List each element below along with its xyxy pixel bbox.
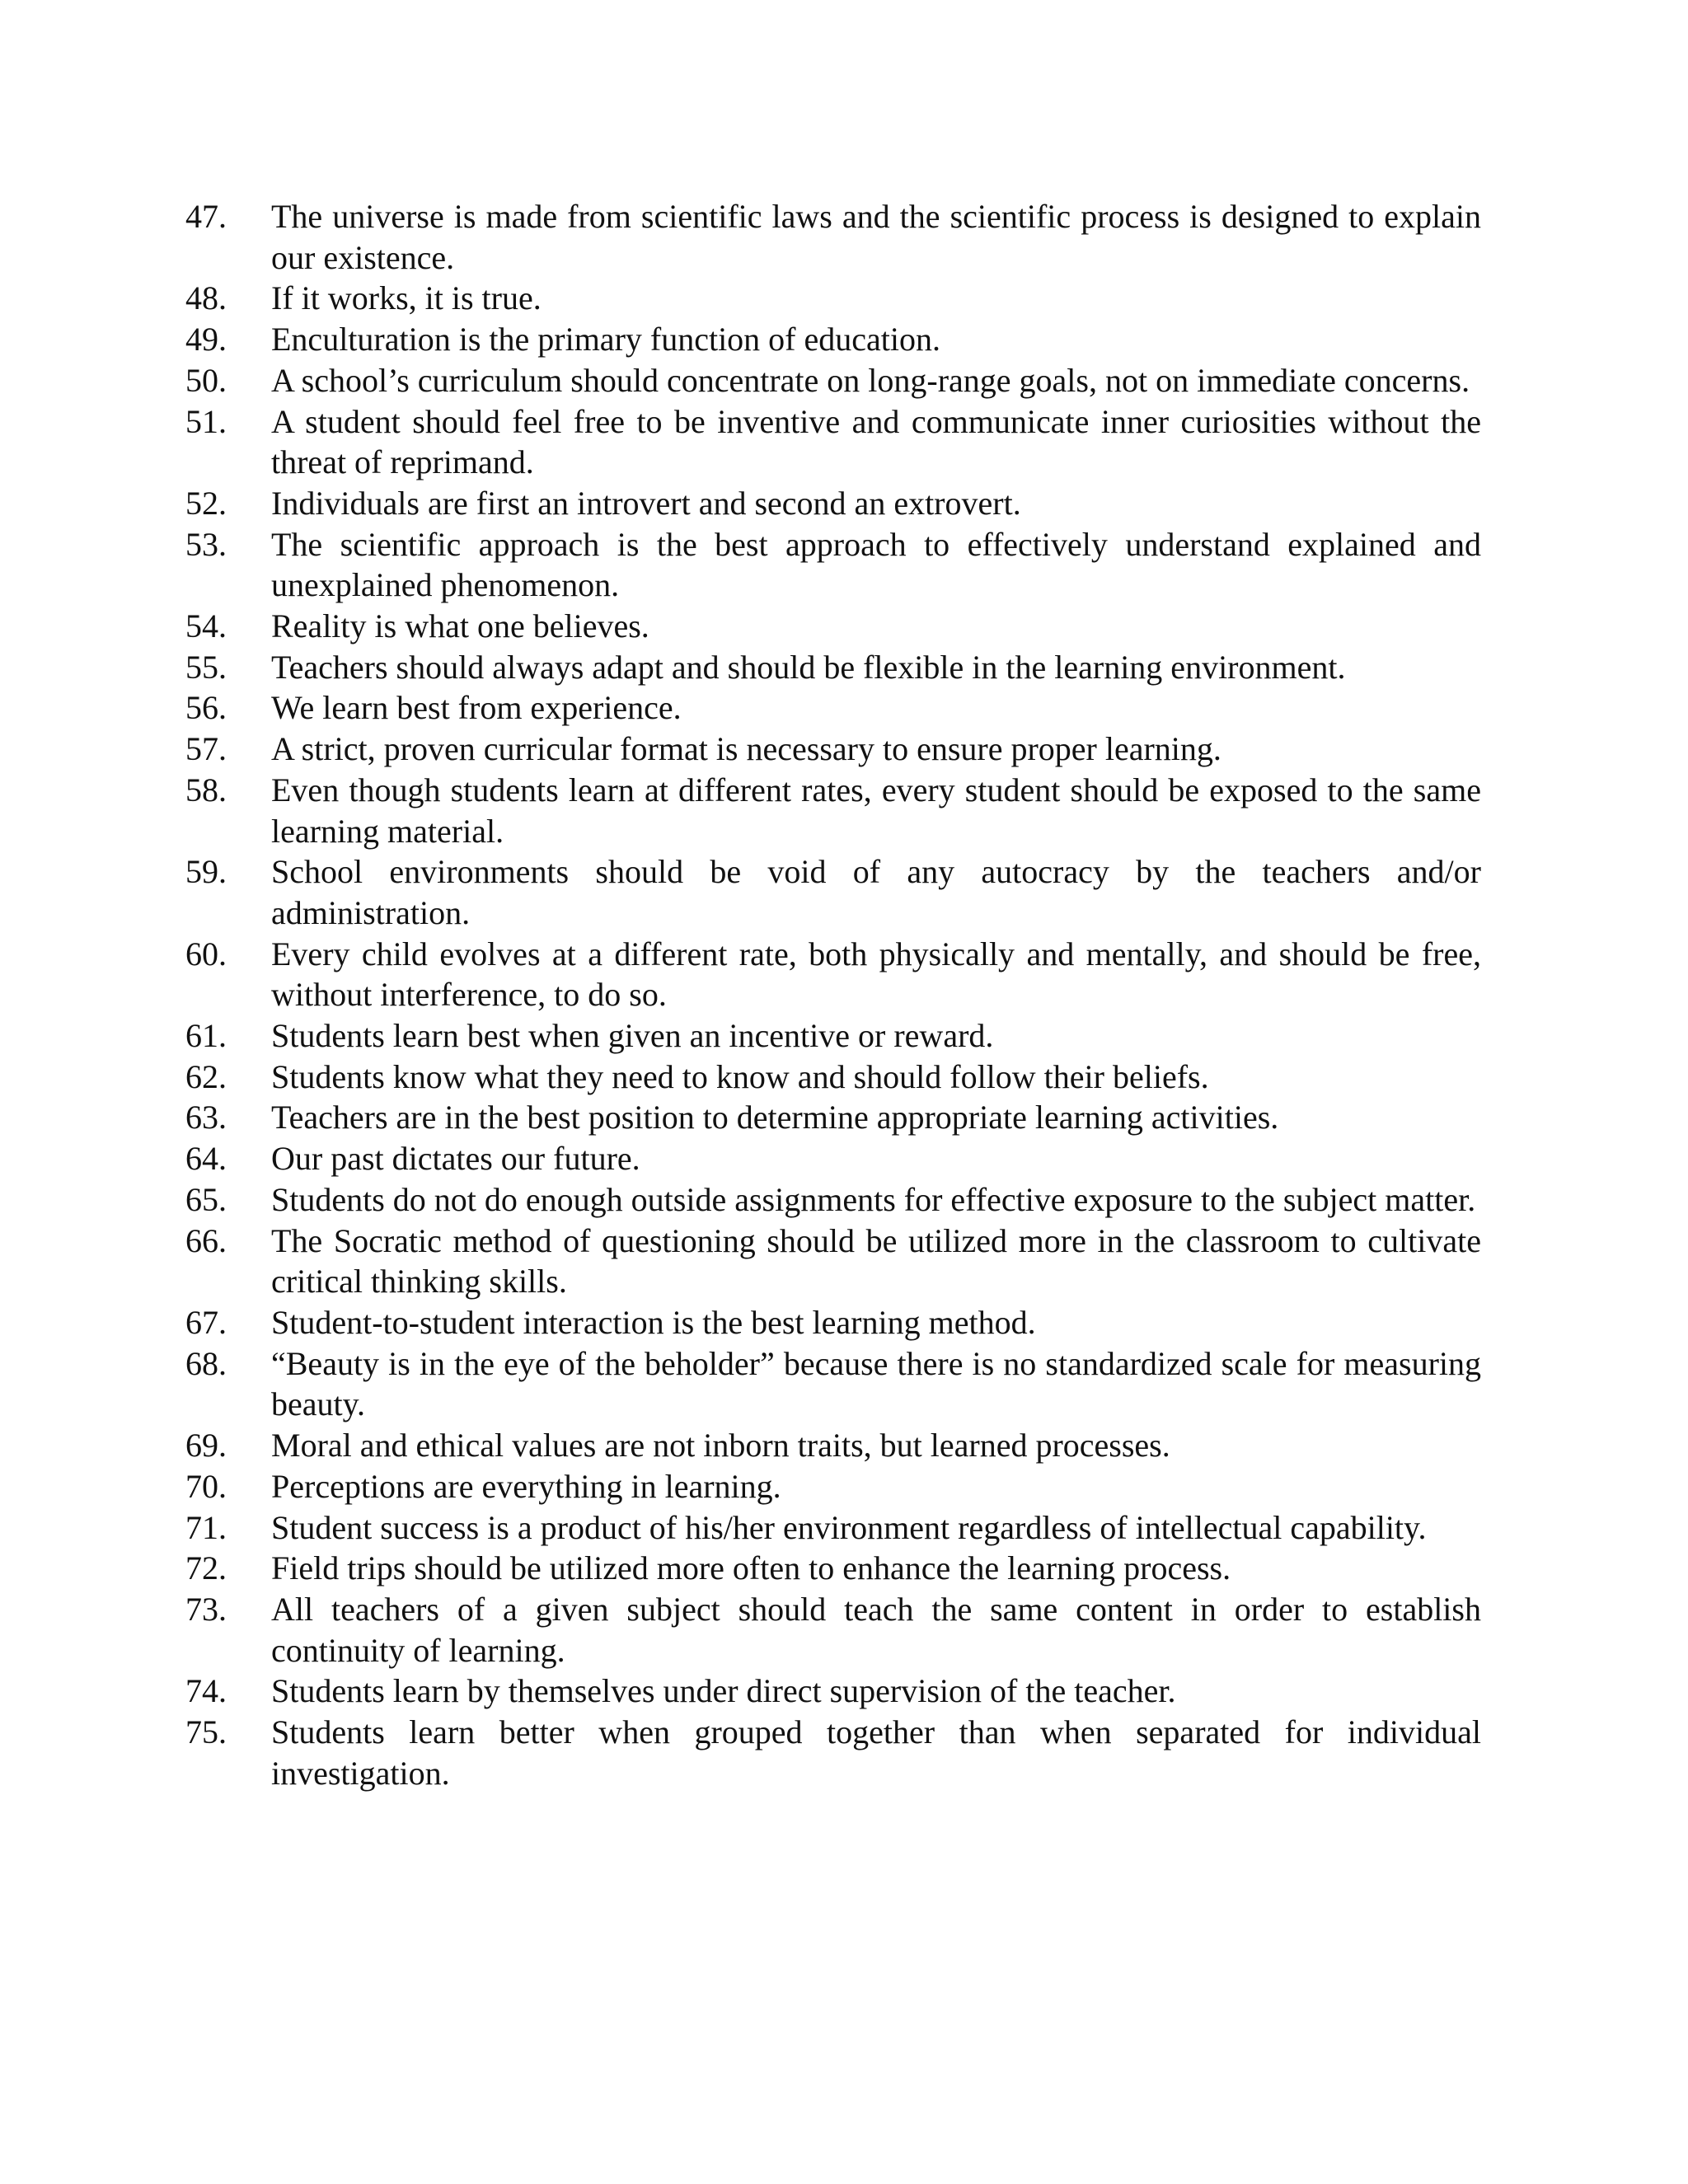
statement-item — [185, 1138, 1481, 1179]
statement-item — [185, 934, 1481, 1015]
statement-number: 75. — [185, 1713, 227, 1751]
statement-number: 73. — [185, 1590, 227, 1628]
statement-number: 59. — [185, 853, 227, 891]
statement-item — [185, 1057, 1481, 1098]
statement-text: We learn best from experience. — [271, 689, 682, 727]
statement-number: 57. — [185, 730, 227, 768]
statement-item — [185, 1097, 1481, 1138]
statement-number: 52. — [185, 484, 227, 522]
statement-text: Students learn best when given an incentive or reward. — [271, 1017, 994, 1055]
statement-number: 49. — [185, 321, 227, 359]
statement-text: The scientific approach is the best approach to effectively understand explained and unexplained phenomenon. — [271, 525, 1481, 604]
statement-number: 47. — [185, 198, 227, 235]
statement-item — [185, 278, 1481, 319]
statement-text: A student should feel free to be inventive and communicate inner curiosities without the threat of reprimand. — [271, 402, 1481, 481]
statement-text: A school’s curriculum should concentrate on long-range goals, not on immediate concerns. — [271, 361, 1470, 399]
statement-item — [185, 1179, 1481, 1221]
statement-item — [185, 1589, 1481, 1671]
statement-number: 72. — [185, 1549, 227, 1587]
statement-text: Field trips should be utilized more often to enhance the learning process. — [271, 1549, 1231, 1587]
statement-text: Moral and ethical values are not inborn traits, but learned processes. — [271, 1427, 1170, 1465]
statement-text: Student success is a product of his/her environment regardless of intellectual capability. — [271, 1508, 1427, 1546]
statement-text: Individuals are first an introvert and second an extrovert. — [271, 484, 1021, 522]
statement-text: Enculturation is the primary function of education. — [271, 321, 940, 359]
statement-item — [185, 1015, 1481, 1057]
statement-item — [185, 851, 1481, 933]
statement-item — [185, 1548, 1481, 1589]
statement-number: 64. — [185, 1140, 227, 1178]
statement-item — [185, 1302, 1481, 1343]
statement-text: Students know what they need to know and should follow their beliefs. — [271, 1057, 1209, 1095]
statement-text: Perceptions are everything in learning. — [271, 1467, 781, 1505]
statement-item — [185, 1425, 1481, 1466]
statement-text: Even though students learn at different rates, every student should be exposed to the same learning material. — [271, 771, 1481, 850]
statement-item — [185, 1466, 1481, 1507]
statement-text: Reality is what one believes. — [271, 607, 649, 645]
statement-text: Teachers should always adapt and should be flexible in the learning environment. — [271, 648, 1346, 686]
statement-text: A strict, proven curricular format is necessary to ensure proper learning. — [271, 730, 1221, 768]
statement-text: Students do not do enough outside assignments for effective exposure to the subject matter. — [271, 1180, 1476, 1218]
statement-text: Teachers are in the best position to determine appropriate learning activities. — [271, 1099, 1279, 1137]
statement-number: 70. — [185, 1467, 227, 1505]
statement-number: 65. — [185, 1180, 227, 1218]
statement-item — [185, 1712, 1481, 1793]
statement-item — [185, 196, 1481, 278]
statement-item — [185, 401, 1481, 483]
statement-item — [185, 360, 1481, 401]
statement-number: 48. — [185, 279, 227, 317]
statement-text: Students learn better when grouped together than when separated for individual investigation. — [271, 1713, 1481, 1792]
statement-text: If it works, it is true. — [271, 279, 542, 317]
statement-item — [185, 606, 1481, 647]
statement-number: 71. — [185, 1508, 227, 1546]
statement-number: 66. — [185, 1221, 227, 1259]
statement-number: 56. — [185, 689, 227, 727]
statement-number: 50. — [185, 361, 227, 399]
statement-number: 67. — [185, 1303, 227, 1341]
statement-text: “Beauty is in the eye of the beholder” because there is no standardized scale for measuring beauty. — [271, 1344, 1481, 1423]
statement-text: Every child evolves at a different rate, both physically and mentally, and should be free, without interference, to do so. — [271, 935, 1481, 1014]
statement-number: 68. — [185, 1344, 227, 1382]
statement-text: School environments should be void of any autocracy by the teachers and/or administration. — [271, 853, 1481, 931]
statement-number: 62. — [185, 1057, 227, 1095]
statement-number: 58. — [185, 771, 227, 808]
statement-number: 51. — [185, 402, 227, 440]
statement-item — [185, 1343, 1481, 1425]
statement-number: 61. — [185, 1017, 227, 1055]
statement-item — [185, 729, 1481, 770]
statement-text: Student-to-student interaction is the best learning method. — [271, 1303, 1036, 1341]
statement-item — [185, 1221, 1481, 1302]
statement-number: 54. — [185, 607, 227, 645]
statement-number: 53. — [185, 525, 227, 563]
statement-item — [185, 483, 1481, 524]
statement-item — [185, 524, 1481, 606]
statement-text: The Socratic method of questioning should be utilized more in the classroom to cultivate critical thinking skills. — [271, 1221, 1481, 1301]
statement-item — [185, 319, 1481, 360]
statement-number: 55. — [185, 648, 227, 686]
numbered-statement-list — [185, 196, 1481, 1793]
statement-number: 69. — [185, 1427, 227, 1465]
statement-text: All teachers of a given subject should teach the same content in order to establish continuity of learning. — [271, 1590, 1481, 1669]
statement-number: 60. — [185, 935, 227, 972]
statement-text: The universe is made from scientific laws and the scientific process is designed to explain our existence. — [271, 198, 1481, 276]
statement-item — [185, 1671, 1481, 1712]
statement-number: 63. — [185, 1099, 227, 1137]
statement-text: Our past dictates our future. — [271, 1140, 640, 1178]
statement-item — [185, 647, 1481, 688]
statement-item — [185, 687, 1481, 729]
statement-text: Students learn by themselves under direct supervision of the teacher. — [271, 1672, 1176, 1710]
statement-item — [185, 1507, 1481, 1549]
statement-number: 74. — [185, 1672, 227, 1710]
statement-item — [185, 770, 1481, 851]
